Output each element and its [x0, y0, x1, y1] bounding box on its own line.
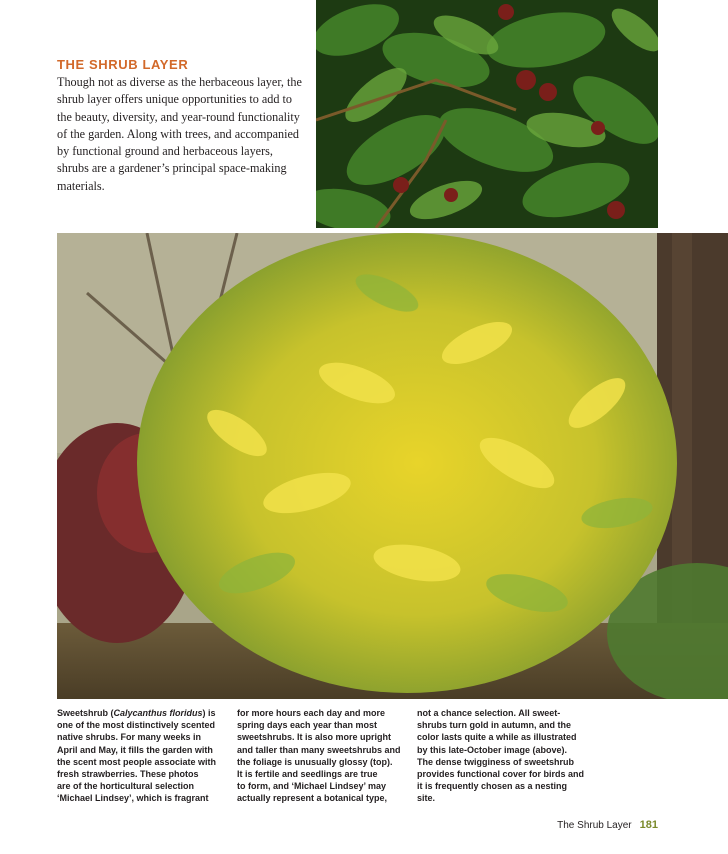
page-footer — [557, 819, 658, 831]
caption-column-3: not a chance selection. All sweet- shrubs turn gold in autumn, and the color lasts quite a while as illustrated by this late-October image (above). The dense twigginess of sweetshrub provides functional cover for birds and it is frequently chosen as a nesting site. — [417, 708, 585, 804]
caption-column-2: for more hours each day and more spring days each year than most sweetshrubs. It is also more upright and taller than many sweetshrubs and the foliage is unusually glossy (top). It is fertile and seedlings are true to form, and ‘Michael Lindsey’ may actually represent a botanical type, — [237, 708, 401, 804]
section-title: THE SHRUB LAYER — [57, 57, 189, 72]
caption-text: ) is one of the most distinctively scented native shrubs. For many weeks in April and May, it fills the garden with the scent most people associate with fresh strawberries. These photos are of the horticultural selection ‘Michael Lindsey’, which is fragrant — [57, 708, 217, 804]
sweetshrub-autumn-photo — [57, 233, 728, 699]
sweetshrub-flowers-photo — [316, 0, 658, 228]
species-name: Calycanthus floridus — [113, 708, 203, 718]
caption-text: Sweetshrub ( — [57, 708, 114, 718]
page-number: 181 — [639, 819, 658, 831]
intro-paragraph: Though not as diverse as the herbaceous layer, the shrub layer offers unique opportunities to add to the beauty, diversity, and year-round functionality of the garden. Along with trees, and accompanied by functional ground and herbaceous layers, shrubs are a gardener’s principal space-making materials. — [57, 75, 302, 193]
running-head: The Shrub Layer — [557, 820, 632, 831]
caption-column-1 — [57, 707, 225, 805]
